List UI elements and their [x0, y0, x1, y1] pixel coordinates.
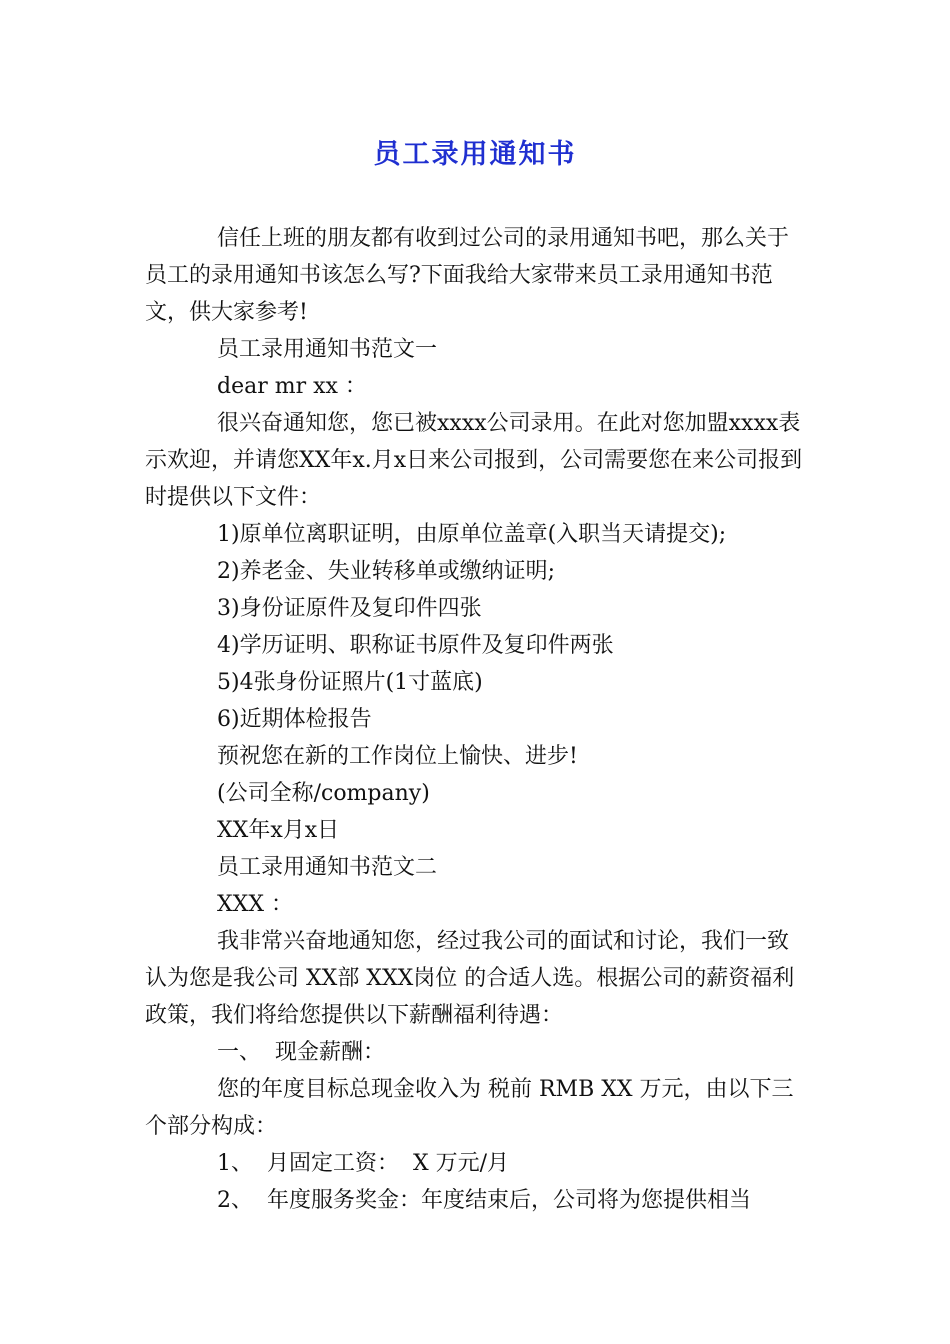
sample2-heading: 员工录用通知书范文二 — [217, 855, 438, 880]
sample2-section-cash: 一、 现金薪酬： — [217, 1040, 385, 1065]
sample1-paragraph: 很兴奋通知您，您已被xxxx公司录用。在此对您加盟xxxx表示欢迎，并请您XX年x.月x日来公司报到，公司需要您在来公司报到时提供以下文件： — [145, 411, 803, 510]
sample2-item-monthly-salary: 1、 月固定工资： X 万元/月 — [217, 1151, 510, 1176]
list-item: 5)4张身份证照片(1寸蓝底) — [217, 670, 483, 695]
sample2-item-annual-bonus: 2、 年度服务奖金：年度结束后，公司将为您提供相当 — [217, 1188, 751, 1213]
sample1-date: XX年x月x日 — [217, 818, 340, 843]
list-item: 2)养老金、失业转移单或缴纳证明; — [217, 559, 555, 584]
sample2-paragraph: 我非常兴奋地通知您，经过我公司的面试和讨论，我们一致认为您是我公司 XX部 XXX岗位 的合适人选。根据公司的薪资福利政策，我们将给您提供以下薪酬福利待遇： — [145, 929, 795, 1028]
list-item: 3)身份证原件及复印件四张 — [217, 596, 482, 621]
list-item: 6)近期体检报告 — [217, 707, 372, 732]
list-item: 1)原单位离职证明，由原单位盖章(入职当天请提交); — [217, 522, 727, 547]
list-item: 4)学历证明、职称证书原件及复印件两张 — [217, 633, 614, 658]
document-title: 员工录用通知书 — [373, 139, 577, 170]
sample2-salutation: XXX ： — [217, 892, 293, 917]
sample1-wish: 预祝您在新的工作岗位上愉快、进步! — [217, 744, 578, 769]
sample1-salutation: dear mr xx ： — [217, 374, 367, 399]
sample2-cash-paragraph: 您的年度目标总现金收入为 税前 RMB XX 万元，由以下三个部分构成： — [145, 1077, 794, 1139]
sample1-company: (公司全称/company) — [217, 781, 430, 806]
intro-paragraph: 信任上班的朋友都有收到过公司的录用通知书吧，那么关于员工的录用通知书该怎么写?下面我给大家带来员工录用通知书范文，供大家参考! — [145, 226, 790, 325]
document-body — [145, 220, 810, 1219]
sample1-heading: 员工录用通知书范文一 — [217, 337, 438, 362]
